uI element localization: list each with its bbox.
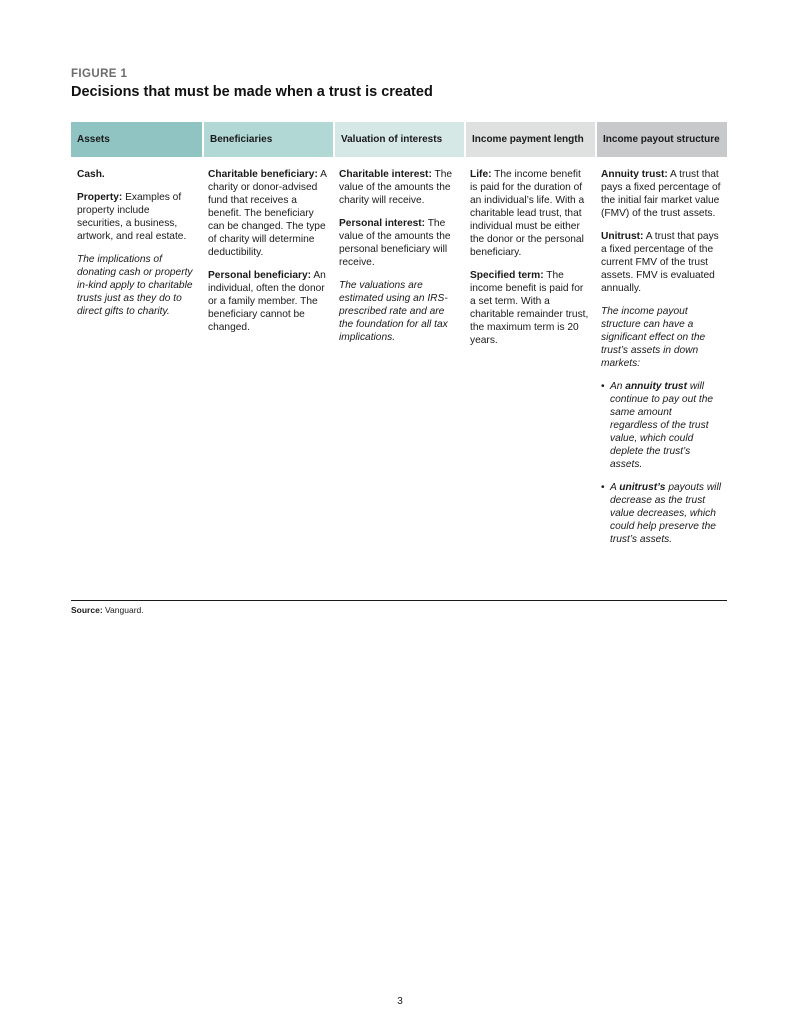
payout-note: The income payout structure can have a significant effect on the trust’s assets in down markets:: [601, 306, 706, 369]
cell-payout-structure: [595, 157, 727, 556]
cell-valuation: [333, 157, 464, 556]
source-label: Source:: [71, 605, 103, 615]
table-bottom-rule: [71, 600, 727, 601]
bullet-annuity: [601, 380, 721, 471]
figure-label: FIGURE 1: [71, 68, 128, 80]
life-term: Life:: [470, 169, 492, 180]
charitable-interest-term: Charitable interest:: [339, 169, 432, 180]
property-text: Examples of property include securities, a business, artwork, and real estate.: [77, 192, 187, 242]
annuity-trust-term: Annuity trust:: [601, 169, 668, 180]
bullet2-pre: A: [610, 482, 620, 493]
assets-note: The implications of donating cash or property in-kind apply to charitable trusts just as they do to direct gifts to charity.: [77, 254, 193, 317]
unitrust-text: A trust that pays a fixed percentage of the current FMV of the trust assets. FMV is evaluated annually.: [601, 231, 719, 294]
bullet1-pre: An: [610, 381, 626, 392]
bullet-unitrust: [601, 481, 721, 546]
page-number: 3: [397, 996, 403, 1007]
decisions-table: [71, 122, 727, 556]
header-payout-structure: Income payout structure: [595, 122, 727, 157]
source-note: [71, 605, 144, 615]
header-assets: Assets: [71, 122, 202, 157]
annuity-trust-text: A trust that pays a fixed percentage of the initial fair market value (FMV) of the trust assets.: [601, 169, 721, 219]
personal-beneficiary-text: An individual, often the donor or a family member. The beneficiary cannot be changed.: [208, 270, 326, 333]
unitrust-term: Unitrust:: [601, 231, 644, 242]
life-text: The income benefit is paid for the duration of an individual’s life. With a charitable lead trust, that individual must be either the donor or the personal beneficiary.: [470, 169, 585, 258]
valuation-note: The valuations are estimated using an IRS-prescribed rate and are the foundation for all tax implications.: [339, 280, 448, 343]
figure-title: Decisions that must be made when a trust is created: [71, 84, 433, 100]
personal-beneficiary-term: Personal beneficiary:: [208, 270, 312, 281]
cell-beneficiaries: [202, 157, 333, 556]
charitable-interest-text: The value of the amounts the charity will receive.: [339, 169, 453, 206]
header-payment-length: Income payment length: [464, 122, 595, 157]
source-text: Vanguard.: [102, 605, 144, 615]
property-term: Property:: [77, 192, 123, 203]
cell-payment-length: [464, 157, 595, 556]
cash-label: Cash.: [77, 169, 105, 180]
charitable-beneficiary-term: Charitable beneficiary:: [208, 169, 318, 180]
bullet1-post: will continue to pay out the same amount regardless of the trust value, which could deplete the trust’s assets.: [610, 381, 714, 470]
cell-assets: [71, 157, 202, 556]
specified-term-text: The income benefit is paid for a set term. With a charitable remainder trust, the maximum term is 20 years.: [470, 270, 589, 346]
bullet-glyph: •: [601, 482, 605, 493]
personal-interest-text: The value of the amounts the personal beneficiary will receive.: [339, 218, 451, 268]
bullet1-term: annuity trust: [625, 381, 687, 392]
specified-term-term: Specified term:: [470, 270, 544, 281]
header-valuation: Valuation of interests: [333, 122, 464, 157]
bullet2-term: unitrust’s: [619, 482, 666, 493]
charitable-beneficiary-text: A charity or donor-advised fund that receives a benefit. The beneficiary can be changed. The type of charity will determine deductibility.: [208, 169, 327, 258]
bullet2-post: payouts will decrease as the trust value decreases, which could help preserve the trust’s assets.: [610, 482, 721, 545]
bullet-glyph: •: [601, 381, 605, 392]
personal-interest-term: Personal interest:: [339, 218, 426, 229]
header-beneficiaries: Beneficiaries: [202, 122, 333, 157]
